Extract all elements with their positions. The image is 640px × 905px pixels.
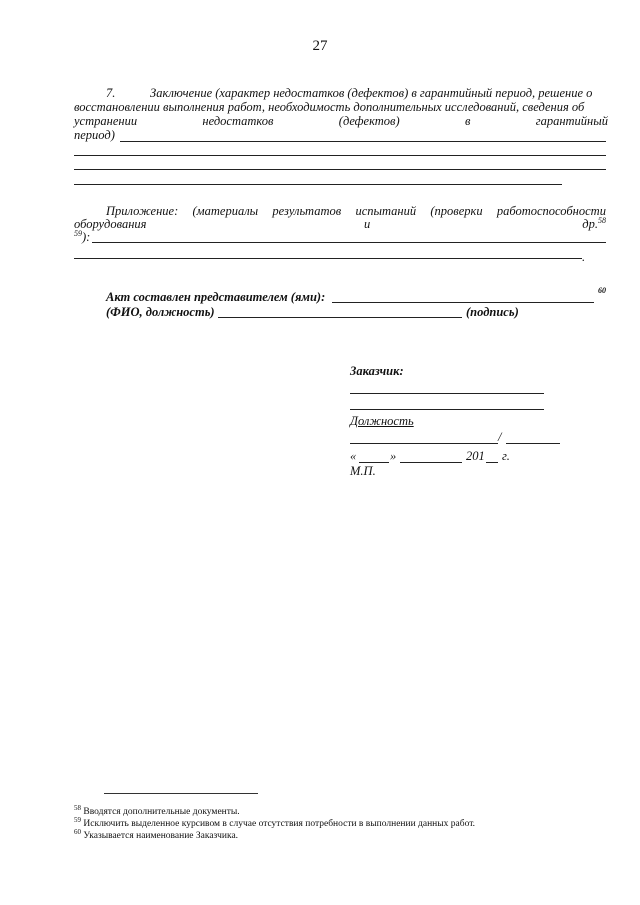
footnote-number: 60 bbox=[74, 827, 81, 836]
day-line[interactable] bbox=[359, 462, 389, 463]
appendix-line-3 bbox=[74, 230, 90, 244]
word: (проверки bbox=[430, 204, 483, 218]
appendix-line-1 bbox=[106, 204, 606, 218]
word: недостатков bbox=[202, 114, 274, 128]
slash: / bbox=[498, 430, 502, 444]
word: результатов bbox=[272, 204, 342, 218]
word: устранении bbox=[74, 114, 138, 128]
month-line[interactable] bbox=[400, 462, 462, 463]
fill-line[interactable] bbox=[120, 141, 606, 142]
signature-label: (подпись) bbox=[466, 305, 519, 319]
period-mark: . bbox=[582, 250, 586, 264]
customer-line[interactable] bbox=[350, 393, 544, 394]
footnote-number: 58 bbox=[74, 803, 81, 812]
footnote-ref-58: 58 bbox=[598, 215, 606, 225]
appendix-suffix: ): bbox=[82, 230, 91, 244]
appendix-line-2 bbox=[74, 217, 606, 231]
seal-label: М.П. bbox=[350, 464, 376, 478]
section7-line-4: период) bbox=[74, 128, 115, 142]
fill-line[interactable] bbox=[74, 169, 606, 170]
fill-line[interactable] bbox=[74, 184, 562, 185]
footnote-59 bbox=[74, 815, 476, 830]
date-open-quote: « bbox=[350, 449, 357, 463]
footnote-text: Вводятся дополнительные документы. bbox=[83, 807, 240, 817]
footnote-number: 59 bbox=[74, 815, 81, 824]
word: (материалы bbox=[192, 204, 259, 218]
year-line[interactable] bbox=[486, 462, 498, 463]
word: др. bbox=[582, 217, 598, 231]
fill-line[interactable] bbox=[74, 155, 606, 156]
word: испытаний bbox=[355, 204, 417, 218]
representative-line[interactable] bbox=[332, 302, 594, 303]
customer-line[interactable] bbox=[350, 409, 544, 410]
position-label: Должность bbox=[350, 414, 414, 428]
page-number: 27 bbox=[312, 38, 328, 54]
word: (дефектов) bbox=[338, 114, 400, 128]
word: и bbox=[364, 217, 371, 231]
footnote-text: Исключить выделенное курсивом в случае отсутствия потребности в выполнении данных работ. bbox=[83, 819, 476, 829]
customer-heading: Заказчик: bbox=[350, 364, 404, 378]
act-label: Акт составлен представителем (ями): bbox=[106, 290, 326, 304]
footnote-divider bbox=[104, 793, 258, 794]
fio-line[interactable] bbox=[218, 317, 462, 318]
footnote-60 bbox=[74, 827, 239, 842]
word: в bbox=[464, 114, 471, 128]
signature-line[interactable] bbox=[506, 443, 560, 444]
fio-label: (ФИО, должность) bbox=[106, 305, 215, 319]
footnote-ref-59: 59 bbox=[74, 228, 82, 238]
section7-line-3 bbox=[74, 114, 608, 128]
word: работоспособности bbox=[496, 204, 606, 218]
date-close-quote: » bbox=[390, 449, 397, 463]
section7-line-2: восстановлении выполнения работ, необходимость дополнительных исследований, сведения об bbox=[74, 100, 585, 114]
year-prefix: 201 bbox=[466, 449, 485, 463]
year-suffix: г. bbox=[502, 449, 510, 463]
word: гарантийный bbox=[535, 114, 608, 128]
fill-line[interactable] bbox=[92, 242, 606, 243]
name-line[interactable] bbox=[350, 443, 498, 444]
footnote-text: Указывается наименование Заказчика. bbox=[83, 831, 239, 841]
footnote-ref-60: 60 bbox=[598, 286, 606, 295]
word: Приложение: bbox=[106, 204, 179, 218]
section-number: 7. bbox=[106, 86, 116, 100]
appendix-etc bbox=[582, 217, 606, 231]
section7-line-1: Заключение (характер недостатков (дефектов) в гарантийный период, решение о bbox=[150, 86, 593, 100]
word: оборудования bbox=[74, 217, 147, 231]
footnote-58 bbox=[74, 803, 240, 818]
fill-line[interactable] bbox=[74, 258, 582, 259]
